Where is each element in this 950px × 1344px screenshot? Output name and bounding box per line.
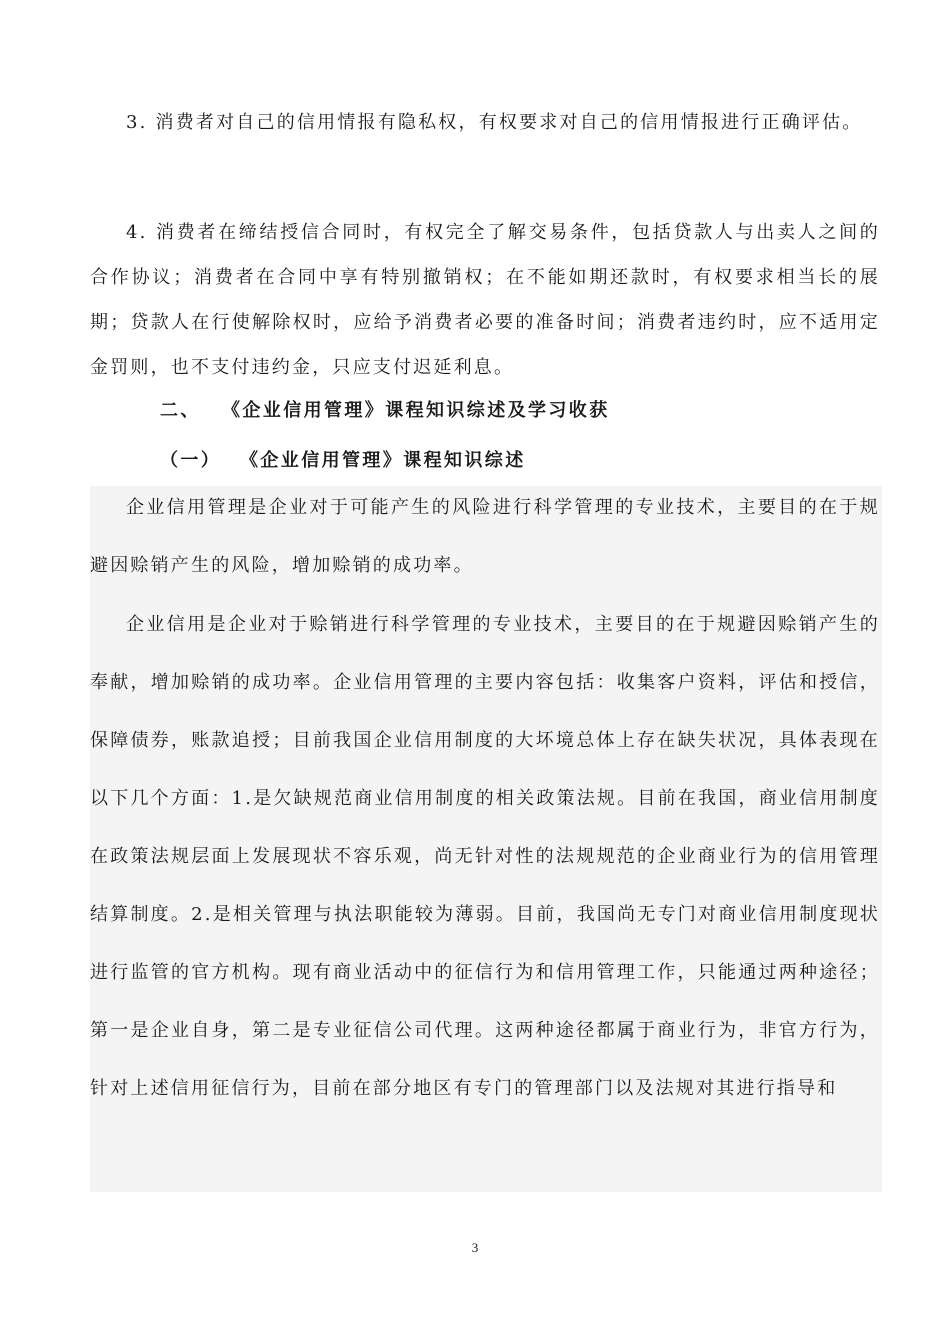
section-heading-title: 《企业信用管理》课程知识综述及学习收获	[222, 400, 610, 421]
paragraph-consumer-privacy: 3. 消费者对自己的信用情报有隐私权，有权要求对自己的信用情报进行正确评估。	[126, 112, 863, 133]
paragraph-consumer-credit-contract: 4. 消费者在缔结授信合同时，有权完全了解交易条件，包括贷款人与出卖人之间的合作协议；消费者在合同中享有特别撤销权；在不能如期还款时，有权要求相当长的展期；贷款人在行使解除权时，应给予消费者必要的准备时间；消费者违约时，应不适用定金罚则，也不支付违约金，只应支付迟延利息。	[90, 222, 880, 378]
subsection-heading-title: 《企业信用管理》课程知识综述	[240, 450, 526, 471]
body-paragraph-credit-management: 企业信用管理是企业对于可能产生的风险进行科学管理的专业技术，主要目的在于规避因赊销产生的风险，增加赊销的成功率。	[90, 497, 880, 576]
subsection-heading-number: （一）	[160, 450, 222, 471]
page-number: 3	[471, 1240, 479, 1255]
subsection-heading	[160, 446, 526, 472]
section-heading-number: 二、	[160, 400, 201, 421]
body-paragraph-credit-overview: 企业信用是企业对于赊销进行科学管理的专业技术，主要目的在于规避因赊销产生的奉献，增加赊销的成功率。企业信用管理的主要内容包括：收集客户资料，评估和授信，保障债券，账款追授；目前我国企业信用制度的大坏境总体上存在缺失状况，具体表现在以下几个方面：1.是欠缺规范商业信用制度的相关政策法规。目前在我国，商业信用制度在政策法规层面上发展现状不容乐观，尚无针对性的法规规范的企业商业行为的信用管理结算制度。2.是相关管理与执法职能较为薄弱。目前，我国尚无专门对商业信用制度现状进行监管的官方机构。现有商业活动中的征信行为和信用管理工作，只能通过两种途径；第一是企业自身，第二是专业征信公司代理。这两种途径都属于商业行为，非官方行为，针对上述信用征信行为，目前在部分地区有专门的管理部门以及法规对其进行指导和	[90, 614, 880, 1099]
section-heading	[160, 396, 610, 422]
